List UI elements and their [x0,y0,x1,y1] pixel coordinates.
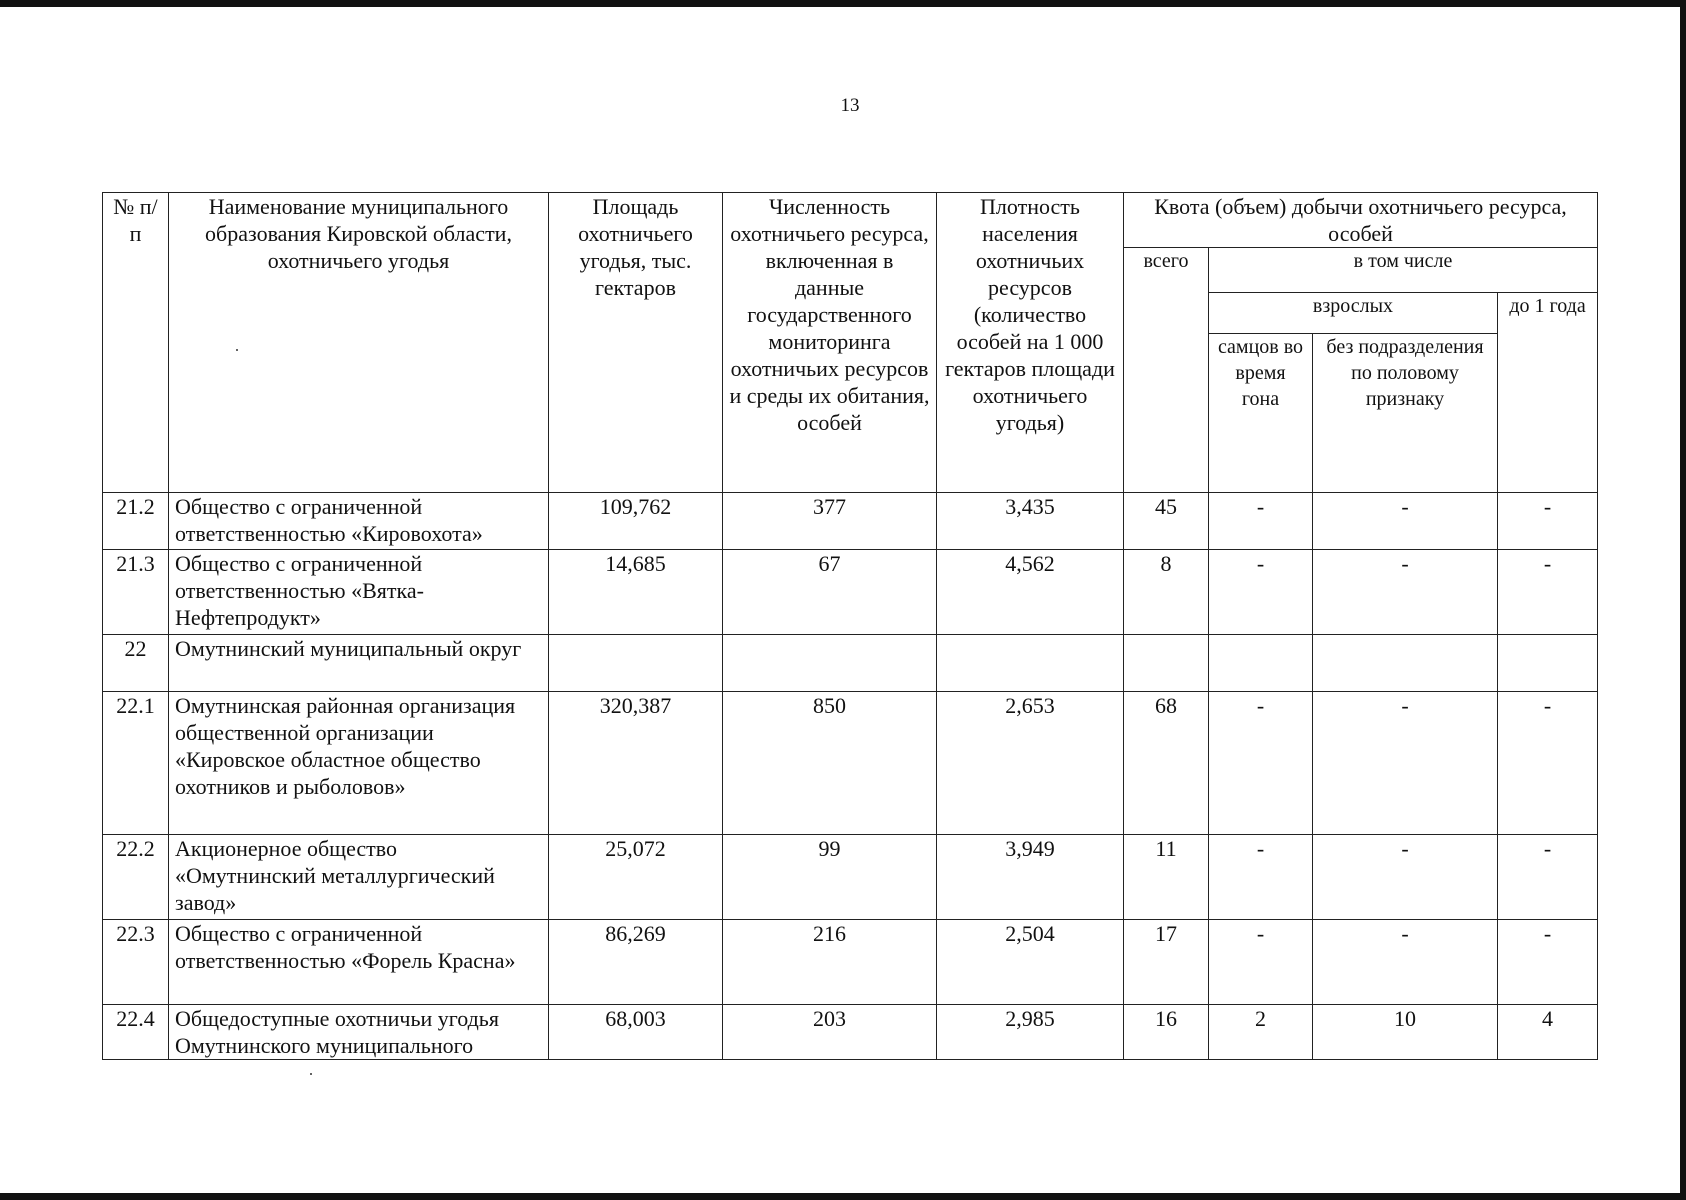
row-nosex [1313,635,1498,692]
row-nosex: 10 [1313,1005,1498,1060]
row-nosex: - [1313,692,1498,835]
header-no-sex-division: без подразделения по половому признаку [1313,334,1498,493]
row-total: 17 [1124,920,1209,1005]
header-adults: взрослых [1209,293,1498,334]
row-total: 16 [1124,1005,1209,1060]
row-density: 2,504 [937,920,1124,1005]
row-density [937,635,1124,692]
row-area: 25,072 [549,835,723,920]
row-name: Омутнинская районная организация общественной организации «Кировское областное общество охотников и рыболовов» [169,692,549,835]
header-num: № п/п [103,193,169,493]
header-count: Численность охотничьего ресурса, включенная в данные государственного мониторинга охотничьих ресурсов и среды их обитания, особей [723,193,937,493]
header-name: Наименование муниципального образования Кировской области, охотничьего угодья [169,193,549,493]
row-total: 45 [1124,493,1209,550]
row-density: 3,949 [937,835,1124,920]
row-males: - [1209,493,1313,550]
row-name: Общество с ограниченной ответственностью «Вятка-Нефтепродукт» [169,550,549,635]
row-num: 22.2 [103,835,169,920]
row-num: 22 [103,635,169,692]
row-area: 68,003 [549,1005,723,1060]
row-males: - [1209,692,1313,835]
row-under-year: 4 [1498,1005,1598,1060]
row-count: 99 [723,835,937,920]
row-num: 22.1 [103,692,169,835]
scan-speck [236,349,238,351]
row-males [1209,635,1313,692]
row-name: Общество с ограниченной ответственностью «Кировохота» [169,493,549,550]
row-nosex: - [1313,550,1498,635]
row-density: 2,985 [937,1005,1124,1060]
table-row [103,1005,1598,1060]
row-name: Омутнинский муниципальный округ [169,635,549,692]
row-nosex: - [1313,920,1498,1005]
header-including: в том числе [1209,248,1598,293]
row-under-year: - [1498,920,1598,1005]
row-count: 377 [723,493,937,550]
table-row [103,550,1598,635]
row-num: 22.3 [103,920,169,1005]
scan-speck [310,1073,312,1075]
row-nosex: - [1313,835,1498,920]
header-density: Плотность населения охотничьих ресурсов (количество особей на 1 000 гектаров площади охотничьего угодья) [937,193,1124,493]
row-count: 203 [723,1005,937,1060]
row-under-year [1498,635,1598,692]
row-area: 86,269 [549,920,723,1005]
row-under-year: - [1498,493,1598,550]
table-row [103,493,1598,550]
header-under-year: до 1 года [1498,293,1598,493]
row-name: Общедоступные охотничьи угодья Омутнинского муниципального [169,1005,549,1060]
row-num: 21.3 [103,550,169,635]
row-under-year: - [1498,835,1598,920]
page-number: 13 [840,95,860,116]
table-row [103,692,1598,835]
row-count: 850 [723,692,937,835]
row-area: 320,387 [549,692,723,835]
row-density: 2,653 [937,692,1124,835]
row-total: 68 [1124,692,1209,835]
row-males: - [1209,920,1313,1005]
row-name: Акционерное общество «Омутнинский металлургический завод» [169,835,549,920]
row-num: 21.2 [103,493,169,550]
row-total [1124,635,1209,692]
row-males: - [1209,550,1313,635]
header-males-rut: самцов во время гона [1209,334,1313,493]
row-area [549,635,723,692]
table-row [103,920,1598,1005]
hunting-quota-table [102,192,1598,1060]
row-males: 2 [1209,1005,1313,1060]
row-count: 216 [723,920,937,1005]
row-under-year: - [1498,692,1598,835]
row-name: Общество с ограниченной ответственностью «Форель Красна» [169,920,549,1005]
row-count [723,635,937,692]
row-total: 11 [1124,835,1209,920]
row-density: 3,435 [937,493,1124,550]
table-row [103,635,1598,692]
row-total: 8 [1124,550,1209,635]
row-num: 22.4 [103,1005,169,1060]
row-area: 109,762 [549,493,723,550]
table-row [103,835,1598,920]
row-count: 67 [723,550,937,635]
row-under-year: - [1498,550,1598,635]
row-males: - [1209,835,1313,920]
row-area: 14,685 [549,550,723,635]
row-nosex: - [1313,493,1498,550]
header-area: Площадь охотничьего угодья, тыс. гектаров [549,193,723,493]
header-total: всего [1124,248,1209,493]
row-density: 4,562 [937,550,1124,635]
header-quota: Квота (объем) добычи охотничьего ресурса, особей [1124,193,1598,248]
